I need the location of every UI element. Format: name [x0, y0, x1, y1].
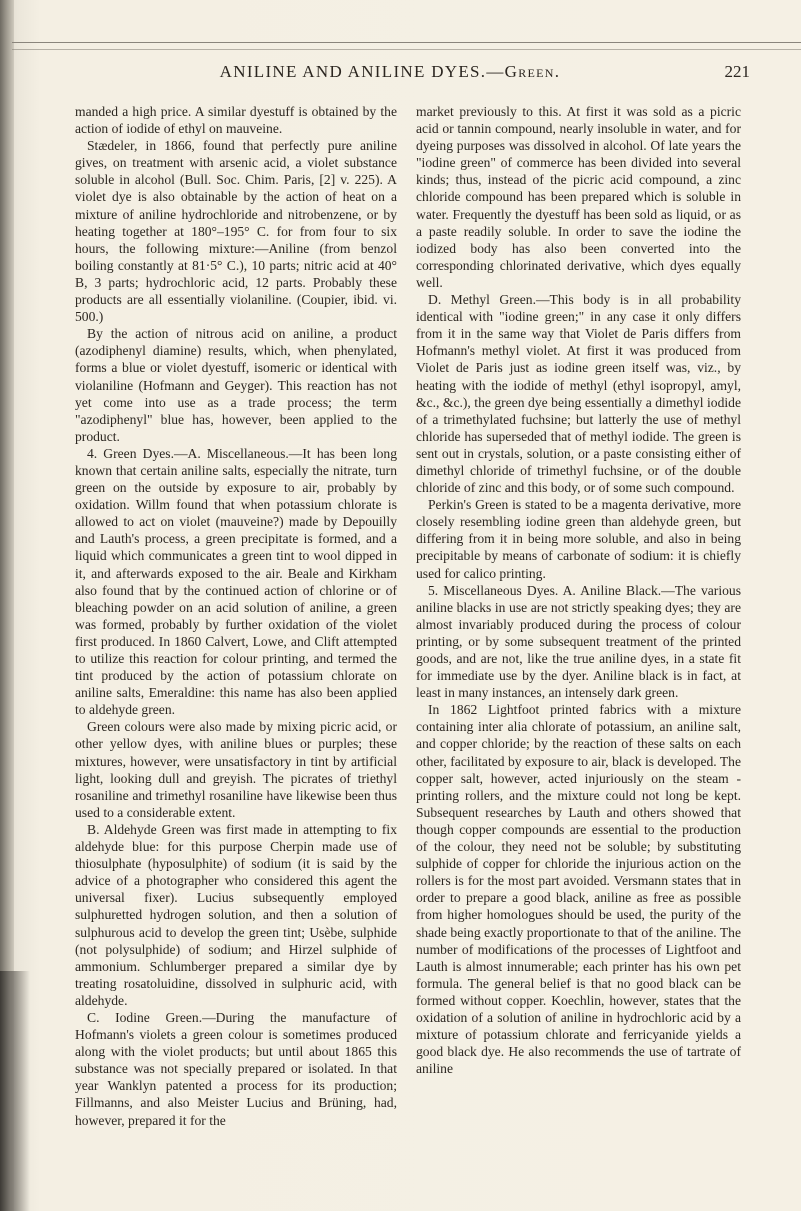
paragraph: C. Iodine Green.—During the manufacture of Hofmann's violets a green colour is sometimes produced along with the violet products; but until about 1865 this substance was not specially prepared or isolated. In that year Wanklyn patented a process for its production; Fillmanns, and also Meister Lucius and Brüning, had, however, prepared it for the	[75, 1009, 397, 1128]
page-number: 221	[724, 62, 750, 81]
top-rule	[12, 42, 801, 43]
page-header	[70, 62, 770, 92]
paragraph: market previously to this. At first it was sold as a picric acid or tannin compound, nearly insoluble in water, and for dyeing purposes was dissolved in alcohol. Of late years the "iodine green" of commerce has been divided into several kinds; thus, instead of the picric acid compound, a zinc chloride compound has been prepared which is soluble in water. Frequently the dyestuff has been sold as liquid, or as a paste readily soluble. In order to save the iodine the iodized body has also been converted into the corresponding chlorinated derivative, which dyes equally well.	[416, 104, 741, 290]
top-rule-inner	[12, 49, 801, 50]
paragraph: 4. Green Dyes.—A. Miscellaneous.—It has been long known that certain aniline salts, especially the nitrate, turn green on the outside by exposure to air, probably by oxidation. Willm found that when potassium chlorate is allowed to act on violet (mauveine?) made by Depouilly and Lauth's process, a green precipitate is formed, and a liquid which communicates a green tint to wool dipped in it, and afterwards exposed to the air. Beale and Kirkham also found that by the continued action of chlorine or of bleaching powder on an acid solution of aniline, a green was formed, probably by further oxidation of the violet first produced. In 1860 Calvert, Lowe, and Clift attempted to utilize this reaction for colour printing, and termed the tint produced by the action of potassium chlorate on aniline salts, Emeraldine: this name has also been applied to aldehyde green.	[75, 445, 397, 718]
paragraph: 5. Miscellaneous Dyes. A. Aniline Black.—The various aniline blacks in use are not strictly speaking dyes; they are almost invariably produced during the process of colour printing, or by some subsequent treatment of the printed goods, and are not, like the true aniline dyes, in a state fit for immediate use by the dyer. Aniline black is in fact, at least in many instances, an intensely dark green.	[416, 582, 741, 701]
paragraph: Perkin's Green is stated to be a magenta derivative, more closely resembling iodine green than aldehyde green, but differing from it in being more soluble, and also in being precipitable by means of carbonate of sodium: it is chiefly used for calico printing.	[416, 497, 741, 581]
paragraph: Stædeler, in 1866, found that perfectly pure aniline gives, on treatment with arsenic acid, a violet substance soluble in alcohol (Bull. Soc. Chim. Paris, [2] v. 225). A violet dye is also obtainable by the action of heat on a mixture of aniline hydrochloride and nitrobenzene, or by heating together at 180°–195° C. for from four to six hours, the following mixture:—Aniline (from benzol boiling constantly at 81·5° C.), 10 parts; nitric acid at 40° B, 3 parts; hydrochloric acid, 12 parts. Probably these products are all essentially violaniline. (Coupier, ibid. vi. 500.)	[75, 138, 397, 325]
paragraph: By the action of nitrous acid on aniline, a product (azodiphenyl diamine) results, which, when phenylated, forms a blue or violet dyestuff, isomeric or identical with violaniline (Hofmann and Geyger). This reaction has not yet come into use as a trade process; the term "azodiphenyl" blue has, however, been applied to the product.	[75, 326, 397, 444]
binding-shadow	[0, 971, 30, 1211]
paragraph: manded a high price. A similar dyestuff is obtained by the action of iodide of ethyl on mauveine.	[75, 104, 397, 137]
paragraph: B. Aldehyde Green was first made in attempting to fix aldehyde blue: for this purpose Cherpin made use of thiosulphate (hyposulphite) of sodium (it is said by the advice of a photographer who considered this agent the universal fixer). Lucius subsequently employed sulphuretted hydrogen solution, and then a solution of sulphurous acid to develop the green tint; Usèbe, sulphide (not polysulphide) of sodium; and Hirzel sulphide of ammonium. Schlumberger prepared a similar dye by treating rosatoluidine, dissolved in sulphuric acid, with aldehyde.	[75, 821, 397, 1008]
left-column	[75, 103, 397, 1129]
paragraph: In 1862 Lightfoot printed fabrics with a mixture containing inter alia chlorate of potassium, an aniline salt, and copper chloride; by the reaction of these salts on each other, facilitated by exposure to air, black is developed. The copper salt, however, acted injuriously on the steam - printing rollers, and the mixture could not long be kept. Subsequent researches by Lauth and others showed that though copper compounds are essential to the production of the colour, they need not be soluble; by substituting sulphide of copper for chloride the injurious action on the rollers is for the most part avoided. Versmann states that in order to prepare a good black, aniline as free as possible from higher homologues should be used, the purity of the shade being exactly proportionate to that of the aniline. The number of modifications of the processes of Lightfoot and Lauth is almost innumerable; each printer has his own pet formula. The general belief is that no good black can be formed without copper. Koechlin, however, states that the oxidation of a solution of aniline in hydrochloric acid by a mixture of potassium chlorate and ferricyanide yields a good black dye. He also recommends the use of tartrate of aniline	[416, 702, 741, 1077]
paragraph: Green colours were also made by mixing picric acid, or other yellow dyes, with aniline blues or purples; these mixtures, however, were unsatisfactory in tint by artificial light, looking dull and greyish. The picrates of triethyl rosaniline and trimethyl rosaniline have likewise been thus used to a considerable extent.	[75, 719, 397, 820]
paragraph: D. Methyl Green.—This body is in all probability identical with "iodine green;" in any case it only differs from it in the same way that Violet de Paris differs from Hofmann's methyl violet. At first it was produced from Violet de Paris just as iodine green itself was, viz., by heating with the iodide of methyl (ethyl isopropyl, amyl, &c., &c.), the green dye being essentially a dimethyl iodide of a trimethylated fuchsine; but latterly the use of methyl chloride has superseded that of methyl iodide. The green is sent out in crystals, solution, or a paste consisting either of dimethyl chloride of trimethyl fuchsine, or of the double chloride of zinc and this body, or of some such compound.	[416, 292, 741, 496]
right-column	[416, 103, 741, 1077]
running-title: ANILINE AND ANILINE DYES.—Green.	[219, 62, 561, 81]
